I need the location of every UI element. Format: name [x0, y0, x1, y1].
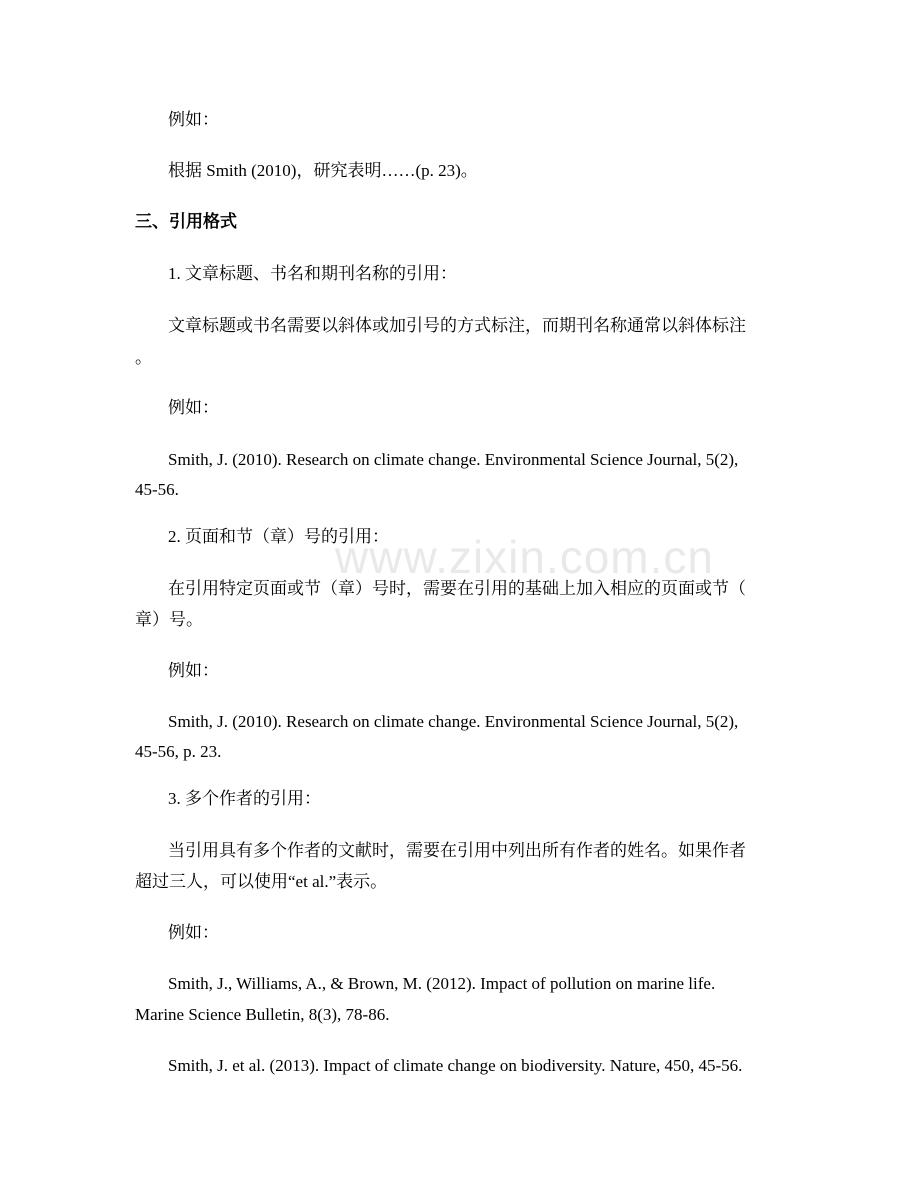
reference-1-line-2: 45-56. [135, 480, 179, 499]
paragraph-1-line-1: 文章标题或书名需要以斜体或加引号的方式标注，而期刊名称通常以斜体标注 [168, 316, 746, 335]
example-label: 例如： [168, 661, 219, 680]
reference-2-line-2: 45-56, p. 23. [135, 742, 222, 761]
example-label: 例如： [168, 398, 219, 417]
paragraph-2-line-2: 章）号。 [135, 610, 203, 629]
reference-3-line-2: Marine Science Bulletin, 8(3), 78-86. [135, 1005, 390, 1024]
paragraph-3-line-1: 当引用具有多个作者的文献时，需要在引用中列出所有作者的姓名。如果作者 [168, 841, 746, 860]
paragraph-2-line-1: 在引用特定页面或节（章）号时，需要在引用的基础上加入相应的页面或节（ [168, 579, 746, 598]
subsection-title-3: 3. 多个作者的引用： [168, 789, 321, 808]
reference-4: Smith, J. et al. (2013). Impact of climate change on biodiversity. Nature, 450, 45-56. [168, 1056, 743, 1075]
example-label: 例如： [168, 110, 219, 129]
subsection-title-1: 1. 文章标题、书名和期刊名称的引用： [168, 264, 457, 283]
watermark: www.zixin.com.cn [335, 531, 714, 583]
reference-3-line-1: Smith, J., Williams, A., & Brown, M. (2012). Impact of pollution on marine life. [168, 974, 716, 993]
example-text: 根据 Smith (2010)，研究表明……(p. 23)。 [168, 161, 478, 180]
paragraph-1-line-2: 。 [135, 348, 152, 367]
subsection-title-2: 2. 页面和节（章）号的引用： [168, 527, 389, 546]
reference-1-line-1: Smith, J. (2010). Research on climate change. Environmental Science Journal, 5(2), [168, 450, 739, 469]
reference-2-line-1: Smith, J. (2010). Research on climate change. Environmental Science Journal, 5(2), [168, 712, 739, 731]
section-heading: 三、引用格式 [135, 212, 237, 232]
paragraph-3-line-2: 超过三人，可以使用“et al.”表示。 [135, 872, 388, 891]
example-label: 例如： [168, 923, 219, 942]
